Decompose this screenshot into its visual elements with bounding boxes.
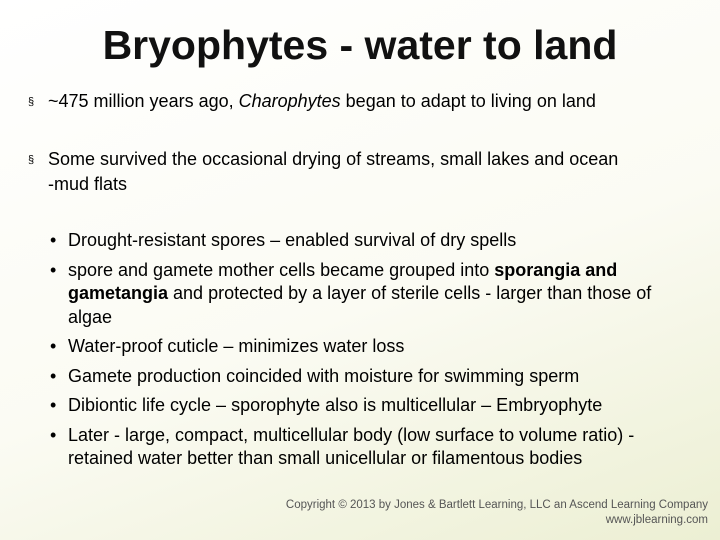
bullet-text-run: ~475 million years ago,	[48, 91, 239, 111]
sub-bullet-item	[50, 424, 700, 471]
sub-bullet-item	[50, 229, 700, 253]
sub-bullet-text: Drought-resistant spores – enabled survival of dry spells	[68, 230, 517, 250]
bullet-dot-icon: •	[50, 365, 57, 386]
bullet-dot-icon: •	[50, 336, 57, 356]
sub-bullet-item	[50, 335, 700, 359]
section-bullet-icon: §	[28, 96, 35, 108]
bullet-text-run: began to adapt to living on land	[340, 91, 596, 111]
sub-bullet-list	[50, 229, 700, 477]
sub-bullet-text: Dibiontic life cycle – sporophyte also is multicellular – Embryophyte	[68, 395, 603, 415]
sub-bullet-text: Water-proof cuticle – minimizes water loss	[68, 336, 405, 356]
section-bullet-icon: §	[28, 154, 35, 166]
sub-bullet-text: Later - large, compact, multicellular body (low surface to volume ratio) - retained water better than small unicellular or filamentous bodies	[68, 424, 635, 468]
main-bullet-2	[28, 147, 698, 196]
sub-bullet-text: Gamete production coincided with moisture for swimming sperm	[68, 365, 580, 386]
publisher-url: www.jblearning.com	[605, 514, 708, 526]
sub-bullet-item	[50, 365, 700, 389]
sub-bullet-text: spore and gamete mother cells became grouped into	[68, 259, 495, 280]
bold-term: sporangia and gametangia	[68, 259, 618, 303]
slide-title: Bryophytes - water to land	[102, 22, 618, 68]
sub-bullet-item	[50, 394, 700, 418]
bullet-dot-icon: •	[50, 424, 57, 445]
bullet-dot-icon: •	[50, 395, 57, 415]
bullet-dot-icon: •	[50, 230, 57, 250]
bullet-italic-run: Charophytes	[238, 91, 341, 111]
bullet-text-continuation: -mud flats	[48, 174, 128, 194]
bullet-dot-icon: •	[50, 259, 57, 280]
sub-bullet-text: and protected by a layer of sterile cells - larger than those of algae	[68, 283, 652, 327]
sub-bullet-item	[50, 259, 700, 330]
copyright-line: Copyright © 2013 by Jones & Bartlett Learning, LLC an Ascend Learning Company	[285, 499, 708, 511]
copyright-notice	[286, 498, 708, 528]
main-bullet-1	[28, 89, 698, 114]
bullet-text-line: Some survived the occasional drying of streams, small lakes and ocean	[48, 149, 619, 169]
